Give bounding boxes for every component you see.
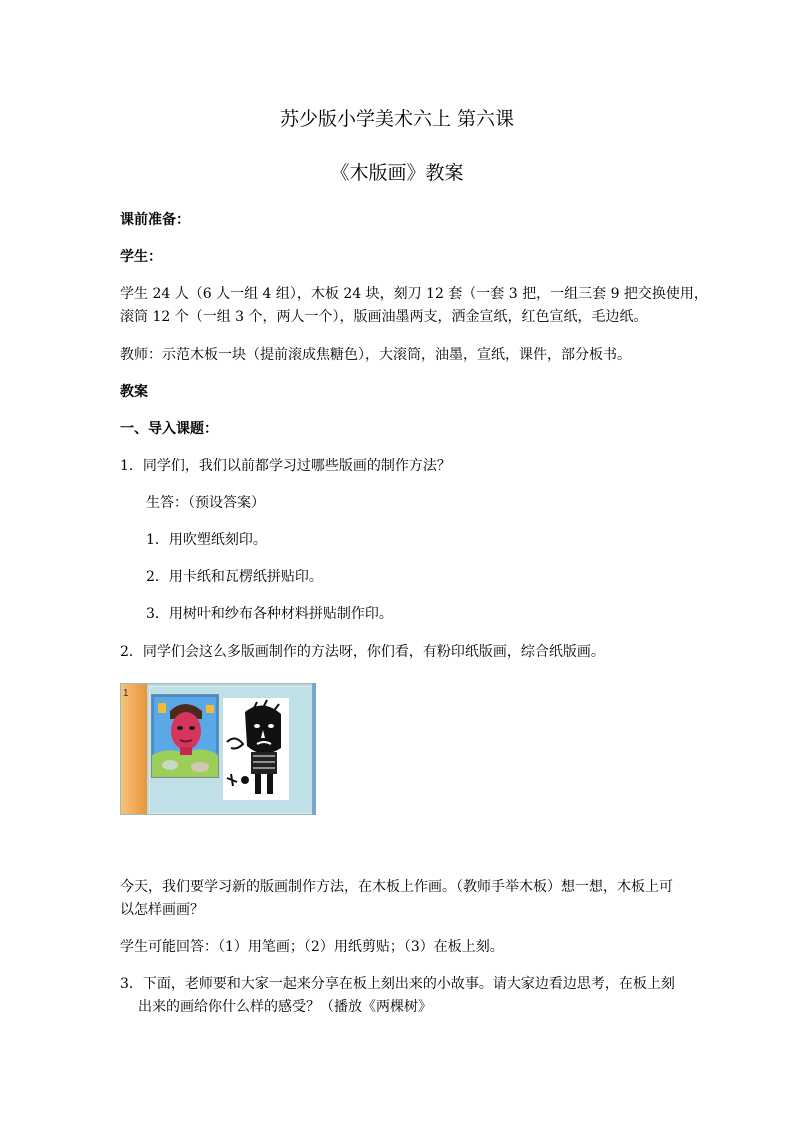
answer-label: 生答：（预设答案）	[146, 495, 265, 511]
page-title: 苏少版小学美术六上 第六课	[279, 108, 515, 130]
slide-thumbnail	[120, 683, 314, 815]
student-materials-line-2: 滚筒 12 个（一组 3 个，两人一个），版画油墨两支，洒金宣纸，红色宣纸，毛边纸。	[120, 309, 648, 325]
slide-number: 1	[123, 688, 129, 699]
question-1: 1．同学们，我们以前都学习过哪些版画的制作方法？	[120, 458, 451, 474]
question-3-line-2: 出来的画给你什么样的感受？（播放《两棵树》	[138, 999, 432, 1015]
prep-heading: 课前准备：	[120, 212, 190, 228]
question-2: 2．同学们会这么多版画制作的方法呀，你们看，有粉印纸版画，综合纸版画。	[120, 644, 605, 660]
color-portrait-print-image	[151, 694, 219, 778]
student-materials-line-1: 学生 24 人（6 人一组 4 组），木板 24 块，刻刀 12 套（一套 3 把，一组三套 9 把交换使用，	[120, 286, 708, 302]
slide-border-edge	[312, 683, 316, 815]
student-heading: 学生：	[120, 249, 162, 265]
today-paragraph-line-2: 以怎样画画？	[120, 902, 204, 918]
answer-item: 2．用卡纸和瓦楞纸拼贴印。	[146, 569, 323, 585]
lesson-title: 《木版画》教案	[330, 162, 464, 184]
slide-panel-bar	[121, 684, 147, 815]
possible-answers: 学生可能回答：（1）用笔画；（2）用纸剪贴；（3）在板上刻。	[120, 939, 504, 955]
answer-item: 3．用树叶和纱布各种材料拼贴制作印。	[146, 606, 393, 622]
answer-item: 1．用吹塑纸刻印。	[146, 532, 267, 548]
plan-heading: 教案	[120, 384, 148, 400]
teacher-materials: 教师：示范木板一块（提前滚成焦糖色），大滚筒，油墨，宣纸，课件，部分板书。	[120, 347, 631, 363]
woodcut-figure-print-image	[223, 698, 289, 800]
today-paragraph-line-1: 今天，我们要学习新的版画制作方法，在木板上作画。（教师手举木板）想一想，木板上可	[120, 879, 673, 895]
section1-heading: 一、导入课题：	[120, 421, 218, 437]
question-3-line-1: 3．下面，老师要和大家一起来分享在板上刻出来的小故事。请大家边看边思考，在板上刻	[120, 976, 675, 992]
